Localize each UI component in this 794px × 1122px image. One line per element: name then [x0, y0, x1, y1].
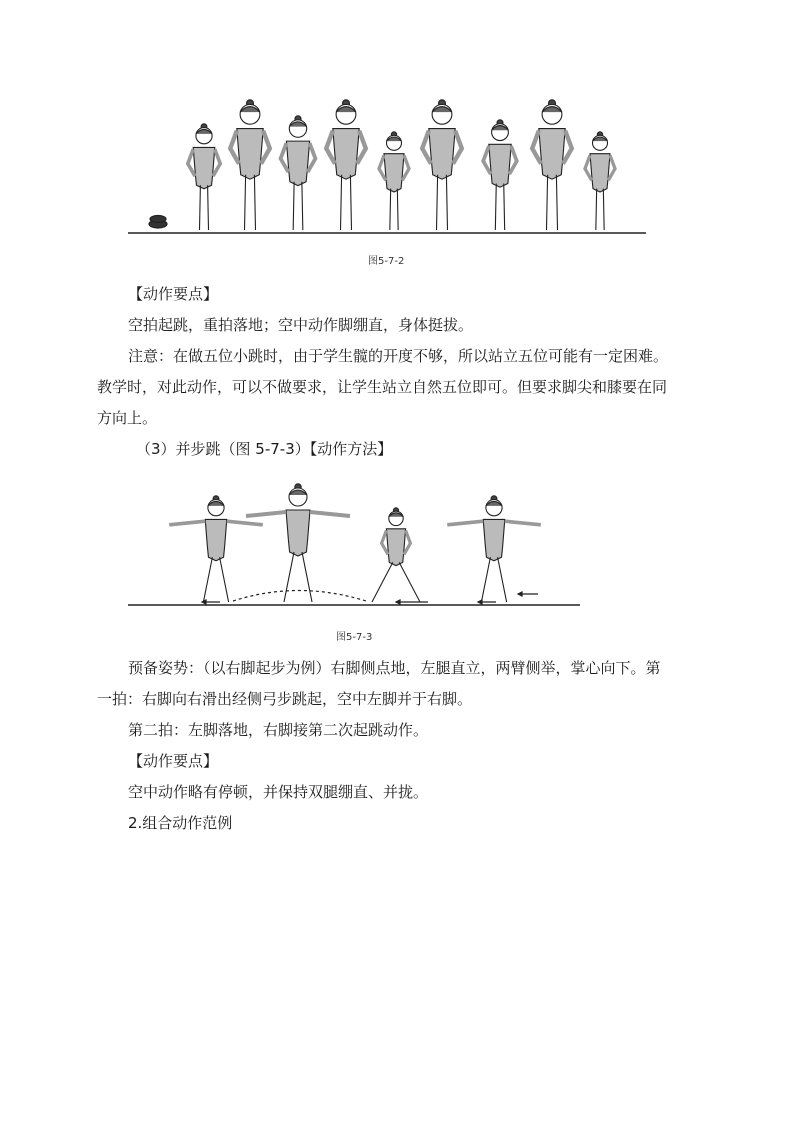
fig1-dancer-2: [230, 100, 270, 230]
fig2-dancer-1: [169, 496, 263, 602]
section-heading-key-points-2: 【动作要点】: [128, 752, 219, 770]
figure-5-7-2: [128, 92, 648, 242]
note-line-3: 方向上。: [97, 409, 158, 427]
fig1-dancer-7: [483, 120, 517, 230]
figure-5-7-3-caption: 图5-7-3: [336, 632, 373, 643]
figure-5-7-2-illustration: [128, 92, 648, 242]
fig2-dancer-3: [372, 508, 420, 602]
section-heading-key-points-1: 【动作要点】: [128, 285, 219, 303]
fig1-dancer-4: [326, 100, 366, 230]
figure-5-7-3: [128, 480, 583, 612]
fig1-dancer-6: [422, 100, 462, 230]
key-points-text-2: 空中动作略有停顿，并保持双腿绷直、并拢。: [128, 783, 429, 801]
beat-two-text: 第二拍：左脚落地，右脚接第二次起跳动作。: [128, 721, 429, 739]
fig1-dancer-1: [188, 124, 220, 230]
note-line-2: 教学时，对此动作，可以不做要求，让学生站立自然五位即可。但要求脚尖和膝要在同: [97, 378, 668, 396]
fig1-dancer-5: [379, 132, 409, 230]
note-line-1: 注意：在做五位小跳时，由于学生髋的开度不够，所以站立五位可能有一定困难。: [128, 347, 669, 365]
fig1-dancer-8: [532, 100, 572, 230]
fig2-dancer-4: [447, 496, 541, 602]
fig1-dancer-3: [281, 116, 316, 230]
prep-line-2: 一拍：右脚向右滑出经侧弓步跳起，空中左脚并于右脚。: [97, 690, 473, 708]
combination-example-heading: 2.组合动作范例: [128, 814, 233, 832]
fig1-dancer-9: [585, 132, 615, 230]
section-heading-side-step-jump: （3）并步跳（图 5-7-3）【动作方法】: [136, 440, 393, 458]
figure-5-7-2-caption: 图5-7-2: [368, 256, 405, 267]
figure-5-7-3-illustration: [128, 480, 583, 612]
key-points-text-1: 空拍起跳，重拍落地；空中动作脚绷直，身体挺拔。: [128, 316, 474, 334]
fig2-dancer-2: [246, 484, 350, 602]
prep-line-1: 预备姿势：（以右脚起步为例）右脚侧点地，左腿直立，两臂侧举，掌心向下。第: [128, 659, 661, 677]
